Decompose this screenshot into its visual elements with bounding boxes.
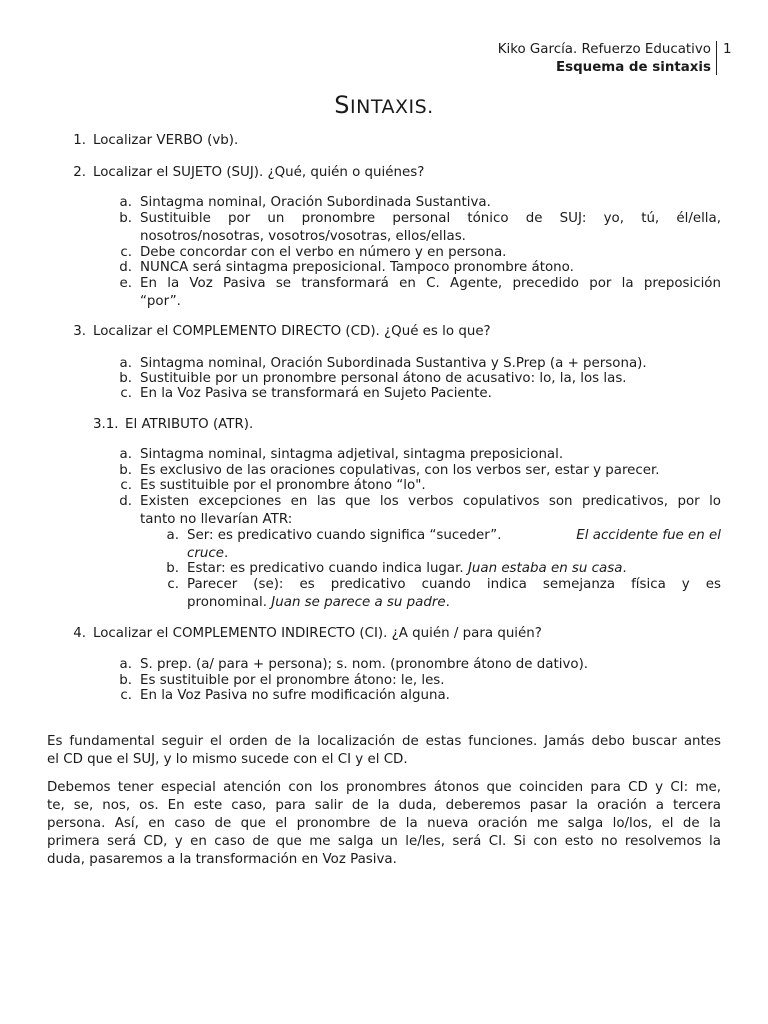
sublist-label: c.	[120, 688, 132, 703]
nested-text	[187, 528, 721, 544]
list-number: 4.	[73, 626, 86, 641]
sublist-label: b.	[119, 211, 132, 226]
paragraph-line: Debemos tener especial atención con los pronombres átonos que coinciden para CD y CI: me,	[47, 780, 721, 795]
sublist-text: nosotros/nosotras, vosotros/vosotras, ellos/ellas.	[140, 229, 466, 244]
nested-text-plain: pronominal.	[187, 595, 268, 610]
nested-text: Parecer (se): es predicativo cuando indica semejanza física y es	[187, 577, 721, 592]
paragraph-line: el CD que el SUJ, y lo mismo sucede con el CI y el CD.	[47, 752, 408, 767]
list-item-text: Localizar el COMPLEMENTO INDIRECTO (CI). ¿A quién / para quién?	[93, 626, 542, 641]
list-number: 1.	[73, 133, 86, 148]
nested-example: cruce	[187, 546, 224, 561]
sublist-label: d.	[119, 260, 132, 275]
sublist-text: Sustituible por un pronombre personal átono de acusativo: lo, la, los las.	[140, 371, 627, 386]
list-number: 3.1.	[93, 417, 119, 432]
header-subtitle: Esquema de sintaxis	[555, 60, 711, 75]
sublist-label: a.	[119, 447, 132, 462]
title-rest: INTAXIS.	[350, 96, 434, 118]
sublist-label: a.	[119, 195, 132, 210]
paragraph-line: persona. Así, en caso de que el pronombre de la nueva oración me salga lo/los, el de la	[47, 816, 721, 831]
sublist-label: a.	[119, 356, 132, 371]
nested-example: Juan estaba en su casa	[467, 561, 623, 576]
nested-label: b.	[166, 561, 179, 576]
paragraph	[47, 734, 721, 770]
list-item-text: Localizar el SUJETO (SUJ). ¿Qué, quién o quiénes?	[93, 165, 425, 180]
list-item-text: Localizar el COMPLEMENTO DIRECTO (CD). ¿Qué es lo que?	[93, 324, 491, 339]
sublist-text: Sustituible por un pronombre personal tónico de SUJ: yo, tú, él/ella,	[140, 211, 721, 226]
nested-label: a.	[166, 528, 179, 543]
list-number: 2.	[73, 165, 86, 180]
punctuation: .	[622, 561, 627, 576]
sublist-text: NUNCA será sintagma preposicional. Tampoco pronombre átono.	[140, 260, 574, 275]
sublist-label: e.	[119, 276, 132, 291]
header-author: Kiko García. Refuerzo Educativo	[497, 42, 711, 57]
sublist-text: Sintagma nominal, sintagma adjetival, sintagma preposicional.	[140, 447, 564, 462]
sublist-text: Es sustituible por el pronombre átono “lo".	[140, 478, 426, 493]
header-divider	[716, 41, 717, 75]
sublist-label: c.	[120, 386, 132, 401]
sublist-text: tanto no llevarían ATR:	[140, 512, 293, 527]
sublist-text: En la Voz Pasiva no sufre modificación alguna.	[140, 688, 450, 703]
paragraph-line: Es fundamental seguir el orden de la localización de estas funciones. Jamás debo buscar antes	[47, 734, 721, 749]
sublist-text: Sintagma nominal, Oración Subordinada Sustantiva.	[140, 195, 491, 210]
sublist-text: Existen excepciones en las que los verbos copulativos son predicativos, por lo	[140, 494, 721, 509]
list-number: 3.	[73, 324, 86, 339]
nested-text-plain: Ser: es predicativo cuando significa “suceder”.	[187, 528, 502, 543]
page-number: 1	[723, 42, 732, 57]
sublist-text: Es sustituible por el pronombre átono: le, les.	[140, 673, 445, 688]
sublist-text: “por”.	[140, 294, 181, 309]
sublist-label: d.	[119, 494, 132, 509]
sublist-label: c.	[120, 478, 132, 493]
nested-label: c.	[167, 577, 179, 592]
sublist-label: b.	[119, 673, 132, 688]
nested-text	[187, 546, 228, 562]
page-header	[387, 41, 717, 76]
nested-text-plain: Estar: es predicativo cuando indica lugar.	[187, 561, 464, 576]
paragraph-line: duda, pasaremos a la transformación en Voz Pasiva.	[47, 852, 397, 867]
sublist-text: S. prep. (a/ para + persona); s. nom. (pronombre átono de dativo).	[140, 657, 589, 672]
nested-example: Juan se parece a su padre	[271, 595, 446, 610]
paragraph-line: primera será CD, y en caso de que me salga un le/les, será CI. Si con esto no resolvemos la	[47, 834, 721, 849]
nested-text	[187, 595, 450, 611]
sublist-label: b.	[119, 371, 132, 386]
title-initial: S	[334, 91, 351, 119]
punctuation: .	[445, 595, 450, 610]
sublist-text: En la Voz Pasiva se transformará en Sujeto Paciente.	[140, 386, 492, 401]
sublist-label: c.	[120, 245, 132, 260]
paragraph-line: te, se, nos, os. En este caso, para salir de la duda, deberemos pasar la oración a tercera	[47, 798, 721, 813]
sublist-label: b.	[119, 463, 132, 478]
sublist-text: Sintagma nominal, Oración Subordinada Sustantiva y S.Prep (a + persona).	[140, 356, 647, 371]
list-item-text: El ATRIBUTO (ATR).	[125, 417, 254, 432]
sublist-text: Es exclusivo de las oraciones copulativas, con los verbos ser, estar y parecer.	[140, 463, 660, 478]
sublist-text: En la Voz Pasiva se transformará en C. Agente, precedido por la preposición	[140, 276, 721, 291]
page-title	[0, 90, 768, 122]
list-item-text: Localizar VERBO (vb).	[93, 133, 239, 148]
punctuation: .	[223, 546, 229, 561]
nested-example: El accidente fue en el	[576, 528, 721, 543]
nested-text	[187, 561, 627, 577]
paragraph	[47, 780, 721, 870]
sublist-label: a.	[119, 657, 132, 672]
sublist-text: Debe concordar con el verbo en número y en persona.	[140, 245, 507, 260]
